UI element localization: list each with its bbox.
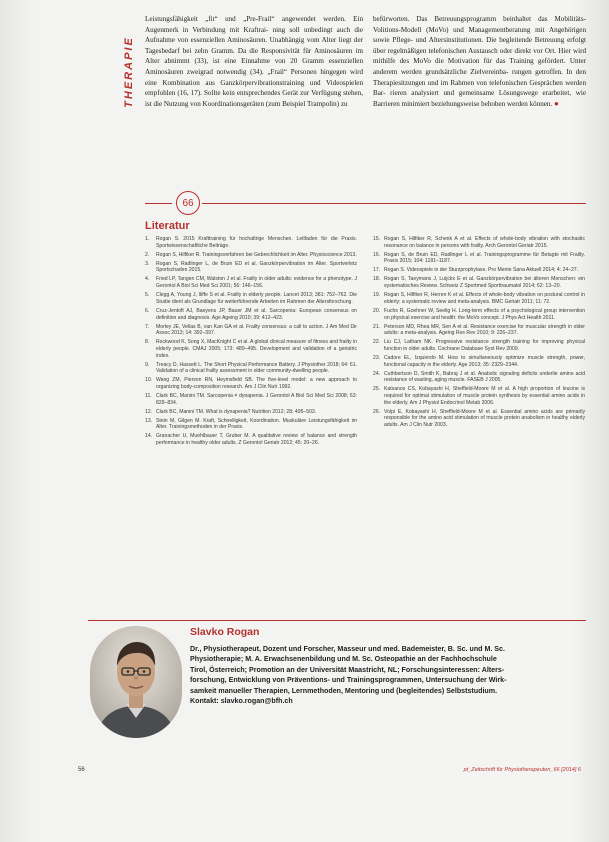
reference-number: 26. bbox=[373, 408, 381, 415]
divider-left bbox=[145, 203, 172, 204]
reference-text: Cadore EL, Izquierdo M. How to simultaneously optimize muscle strength, power, functional capacity in the elderly. Age 2013; 35: 2329–2344. bbox=[384, 354, 585, 368]
author-bio-line: Tirol, Österreich; Promotion an der Universität Maastricht, NL; Forschungsinteressen: Alters- bbox=[190, 665, 505, 674]
reference-item bbox=[373, 236, 585, 249]
reference-list-right bbox=[373, 236, 585, 431]
reference-item bbox=[145, 377, 357, 390]
author-bio-line: Dr., Physiotherapeut, Dozent und Forscher, Masseur und med. Bademeister, B. Sc. und M. Sc. bbox=[190, 645, 505, 653]
reference-item bbox=[145, 276, 357, 289]
reference-number: 6. bbox=[145, 307, 150, 314]
reference-number: 15. bbox=[373, 236, 381, 242]
literature-badge: 66 bbox=[176, 191, 200, 215]
reference-text: Katsanos CS, Kobayashi H, Sheffield-Moore M et al. A high proportion of leucine is required for optimal stimulation of muscle protein synthesis by essential amino acids in the elderly. Am J Physiol Endocrinol Metab 2006. bbox=[384, 386, 585, 406]
reference-item bbox=[373, 267, 585, 274]
reference-item bbox=[373, 371, 585, 384]
reference-number: 10. bbox=[145, 377, 153, 384]
reference-text: Cruz-Jentoft AJ, Baeyens JP, Bauer JM et al. Sarcopenia: European consensus on definition and diagnosis. Age Ageing 2010; 39: 412–423. bbox=[156, 307, 357, 321]
reference-text: Rogan S, Radlinger L, de Bruin ED et al. Ganzkörpervibration im Alter. Sportverletz Sportschaden 2015. bbox=[156, 260, 357, 274]
reference-text: Peterson MD, Rhea MR, Sen A et al. Resistance exercise for muscular strength in older adults: a meta-analysis. Ageing Res Rev 2010; 9: 226–237. bbox=[384, 323, 585, 337]
body-column-left bbox=[145, 14, 363, 109]
reference-item bbox=[145, 261, 357, 274]
author-portrait-image bbox=[90, 626, 182, 738]
reference-list-left bbox=[145, 236, 357, 449]
reference-item bbox=[145, 362, 357, 375]
reference-text: Rogan S, de Bruin ED, Radlinger L et al. Trainingsprogramme für Betagte mit Frailty. Praxis 2015; 104: 1181–1187. bbox=[384, 251, 585, 265]
reference-item bbox=[145, 393, 357, 406]
author-bio-line: samkeit manueller Therapien, Lernmethoden, Mentoring und (begleitendes) Selbststudium. bbox=[190, 686, 498, 695]
reference-number: 18. bbox=[373, 276, 381, 283]
journal-footer: pt_Zeitschrift für Physiotherapeuten_66 [2014] 6 bbox=[463, 767, 581, 773]
reference-item bbox=[145, 292, 357, 305]
author-bio-line: forschung, Entwicklung von Präventions- und Trainingsprogrammen, Untersuchung der Wirk- bbox=[190, 676, 507, 685]
reference-item bbox=[373, 355, 585, 368]
reference-text: Liu CJ, Latham NK. Progressive resistance strength training for improving physical function in older adults. Cochrane Database Syst Rev 2009. bbox=[384, 339, 585, 352]
reference-item bbox=[373, 324, 585, 337]
reference-item bbox=[373, 308, 585, 321]
reference-text: Morley JE, Vellas B, van Kan GA et al. Frailty consensus: a call to action. J Am Med Dir Assoc 2013; 14: 392–397. bbox=[156, 323, 357, 337]
author-name: Slavko Rogan bbox=[190, 626, 260, 638]
reference-number: 2. bbox=[145, 251, 150, 258]
reference-number: 8. bbox=[145, 339, 150, 346]
reference-number: 3. bbox=[145, 260, 150, 267]
reference-item bbox=[373, 276, 585, 289]
author-divider bbox=[88, 620, 586, 621]
reference-number: 1. bbox=[145, 236, 150, 242]
reference-text: Volpi E, Kobayashi H, Sheffield-Moore M et al. Essential amino acids are primarily responsible for the amino acid stimulation of muscle protein anabolism in healthy elderly adults. Am J Clin Nutr 2003. bbox=[384, 408, 585, 429]
reference-item bbox=[373, 292, 585, 305]
section-label bbox=[118, 12, 140, 132]
reference-item bbox=[145, 433, 357, 446]
section-label-text: THERAPIE bbox=[123, 36, 135, 108]
body-paragraph-left: Leistungsfähigkeit „fit“ und „Pre-Frail“ angewendet werden. Ein Augenmerk in Verbindung mit Kraftrai- ning soll unbedingt auch die Aufnahme von essenziellen Aminosäuren. Unabhängig vom Alter liegt der Tagesbedarf bei zehn Gramm. Da die Responsivität für Aminosäuren im Alter abnimmt (33), ist eine Einnahme von 20 Gramm essenziellen Aminosäuren zweigrad notwendig (34). „Frail“ Personen hingegen wird eine Kombination aus Ganzkörpervibrationstraining und Videospielen empfohlen (16, 17). Sollte kein entsprechendes Gerät zur Verfügung stehen, ist die Nutzung von Koordinationsgeräten (zum Beispiel Trampolin) zu bbox=[145, 15, 363, 108]
reference-text: Rogan S, Hilfiker R, Herren K et al. Effects of whole-body vibration on postural control in elderly: a systematic review and meta-analysis. BMC Geriatr 2011; 11: 72. bbox=[384, 292, 585, 305]
reference-item bbox=[373, 252, 585, 265]
literature-heading: Literatur bbox=[145, 220, 190, 232]
reference-item bbox=[145, 409, 357, 416]
reference-text: Clark BC, Manini TM. What is dynapenia? Nutrition 2012; 28: 495–503. bbox=[156, 408, 317, 415]
author-bio-line: Kontakt: slavko.rogan@bfh.ch bbox=[190, 697, 293, 706]
reference-number: 11. bbox=[145, 393, 152, 400]
reference-item bbox=[145, 236, 357, 249]
author-bio-line: Physiotherapie; M. A. Erwachsenenbildung und M. Sc. Osteopathie an der Fachhochschule bbox=[190, 655, 497, 664]
end-mark: ● bbox=[554, 98, 559, 108]
reference-text: Cuthbertson D, Smith K, Babraj J et al. Anabolic signaling deficits underlie amino acid resistance of wasting, aging muscle. FASEB J 2005. bbox=[384, 370, 585, 384]
reference-number: 12. bbox=[145, 408, 153, 415]
reference-text: Rogan S. 2015 Krafttraining für hochaltrige Menschen. Leitfaden für die Praxis. Sportwissenschaftliche Beiträge. bbox=[156, 236, 357, 249]
author-bio bbox=[190, 644, 586, 706]
reference-text: Fuchs R, Goehner W, Seelig H. Long-term effects of a psychological group intervention on physical exercise and health: the MoVo concept. J Phys Act Health 2011. bbox=[384, 307, 585, 321]
reference-number: 22. bbox=[373, 339, 381, 346]
reference-number: 14. bbox=[145, 433, 153, 440]
reference-text: Wang ZM, Pierson RN, Heymsfield SB. The five-level model: a new approach to organizing body-composition research. Am J Clin Nutr 1992. bbox=[156, 377, 357, 391]
reference-text: Rogan S, Taeymans J, Luijckx E et al. Ganzkörpervibration bei älteren Menschen: ein systematisches Review. Schweiz Z Sportmed Sporttraumatol 2014; 62: 13–20. bbox=[384, 276, 585, 290]
reference-number: 19. bbox=[373, 292, 381, 299]
reference-number: 13. bbox=[145, 417, 153, 424]
reference-number: 20. bbox=[373, 307, 381, 314]
reference-text: Clegg A, Young J, Iliffe S et al. Frailty in elderly people. Lancet 2013; 381: 752–762. Die Studie dient als Grundlage für weiterführende Arbeiten im Rahmen der Altersforschung. bbox=[156, 292, 357, 305]
reference-text: Treacy D, Hassett L. The Short Physical Performance Battery. J Physiother 2018; 64: 61. Validation of a clinical frailty assessment in older community-dwelling people. bbox=[156, 361, 357, 375]
author-photo bbox=[90, 626, 182, 738]
page-number: 56 bbox=[78, 767, 85, 773]
reference-number: 24. bbox=[373, 370, 381, 377]
reference-number: 25. bbox=[373, 386, 381, 393]
reference-item bbox=[145, 252, 357, 259]
reference-text: Clark BC, Manini TM. Sarcopenia ≠ dynapenia. J Gerontol A Biol Sci Med Sci 2008; 63: 829–834. bbox=[156, 393, 357, 406]
body-paragraph-right-text: befürworten. Das Betreuungsprogramm beinhaltet das Mobilitäts-Volitions-Modell (MoVo) und Managementberatung mit Angehörigen sowie Pflege- und Altersinstitutionen. Die begleitende Betreuung erfolgt über regelmäßigen telefonischen Austausch oder direkt vor Ort. Hier wird mithilfe des MoVo die Motivation für das Training gefördert. Unter anderem werden grundsätzliche Zielvereinba- rungen getroffen. In den Therapiesitzungen und im Rahmen von telefonischen Gesprächen werden Bar- rieren analysiert und gemeinsame Lösungswege erarbeitet, wie Barrieren minimiert beziehungsweise behoben werden können. bbox=[373, 15, 586, 108]
reference-number: 7. bbox=[145, 323, 150, 330]
reference-item bbox=[373, 386, 585, 406]
reference-text: Rogan S. Videospiele in der Sturzprophylaxe. Pro Mente Sana Aktuell 2014; 4: 24–27. bbox=[384, 267, 579, 274]
reference-item bbox=[145, 308, 357, 321]
reference-number: 9. bbox=[145, 361, 150, 368]
reference-number: 17. bbox=[373, 267, 381, 274]
reference-number: 23. bbox=[373, 354, 381, 361]
reference-number: 5. bbox=[145, 292, 150, 299]
reference-text: Rockwood K, Song X, MacKnight C et al. A global clinical measure of fitness and frailty in elderly people. CMAJ 2005; 173: 489–495. Development and validation of a geriatric index. bbox=[156, 339, 357, 359]
reference-text: Fried LP, Tangen CM, Walston J et al. Frailty in older adults: evidence for a phenotype. J Gerontol A Biol Sci Med Sci 2001; 56: 146–156. bbox=[156, 276, 357, 290]
reference-text: Granacher U, Muehlbauer T, Gruber M. A qualitative review of balance and strength performance in healthy older adults. Z Gerontol Geriatr 2012; 45: 20–26. bbox=[156, 433, 357, 447]
reference-item bbox=[373, 339, 585, 352]
reference-item bbox=[145, 339, 357, 359]
body-column-right bbox=[373, 14, 586, 109]
reference-number: 4. bbox=[145, 276, 150, 283]
reference-item bbox=[145, 324, 357, 337]
divider-right bbox=[202, 203, 586, 204]
reference-number: 16. bbox=[373, 251, 381, 258]
reference-text: Rogan S, Hilfiker R. Trainingsverfahren bei Gebrechlichkeit im Alter. Physioscience 2013. bbox=[156, 251, 357, 258]
reference-number: 21. bbox=[373, 323, 381, 330]
reference-item bbox=[373, 409, 585, 429]
reference-item bbox=[145, 418, 357, 431]
body-paragraph-right bbox=[373, 14, 586, 109]
reference-text: Rogan S, Hilfiker R, Schenk A et al. Effects of whole-body vibration with stochastic resonance on balance in persons with frailty. Arch Gerontol Geriatr 2015. bbox=[384, 236, 585, 249]
reference-text: Stein M, Gilgen M. Kraft, Schnelligkeit, Koordination. Muskuläre Leistungsfähigkeit im Alter. Trainingsmethoden in der Praxis. bbox=[156, 417, 357, 431]
